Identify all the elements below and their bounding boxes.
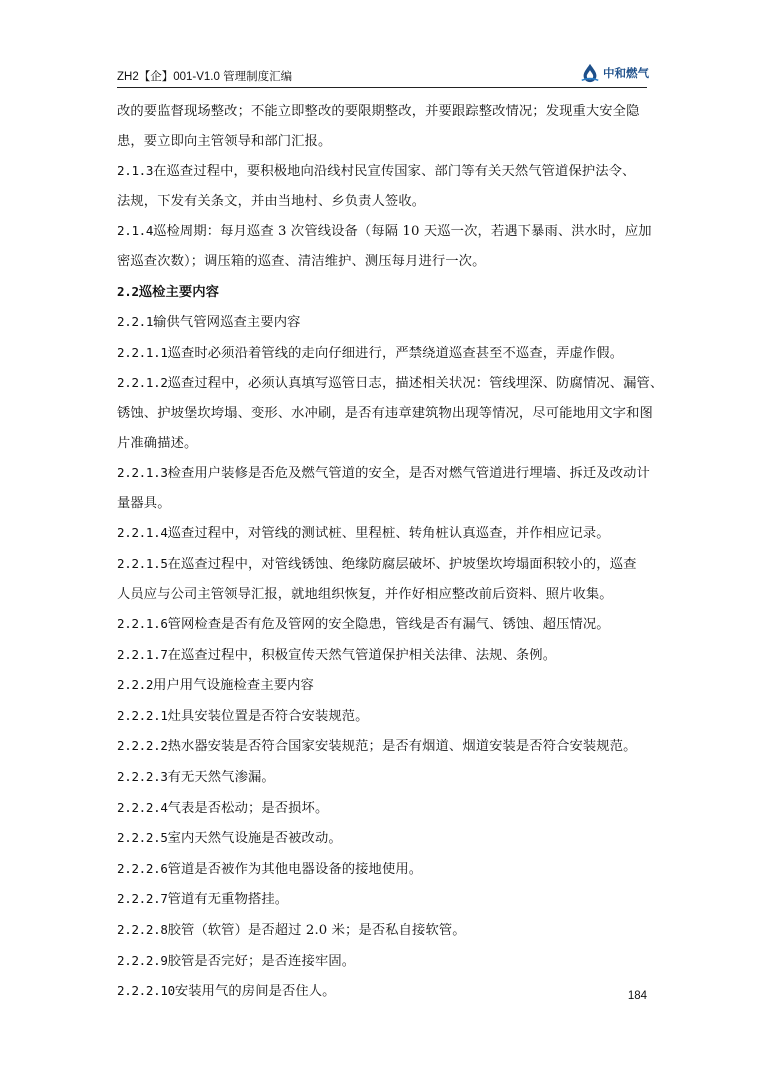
body-line (117, 731, 657, 762)
clause-number: 2.2.1 (117, 314, 154, 330)
clause-text: 管网检查是否有危及管网的安全隐患，管线是否有漏气、锈蚀、超压情况。 (167, 617, 610, 633)
page-number: 184 (627, 990, 647, 1002)
clause-text: 胶管是否完好；是否连接牢固。 (167, 953, 356, 969)
clause-text: 患，要立即向主管领导和部门汇报。 (117, 133, 332, 149)
clause-text: 灶具安装位置是否符合安装规范。 (167, 708, 369, 724)
body-line (117, 793, 657, 824)
body-line (117, 97, 657, 127)
body-line (117, 338, 657, 369)
clause-text: 检查用户装修是否危及燃气管道的安全，是否对燃气管道进行埋墙、拆迁及改动计 (167, 466, 650, 482)
clause-text: 管道有无重物搭挂。 (167, 892, 289, 908)
clause-number: 2.2.1.2 (117, 375, 168, 391)
body-line (117, 429, 657, 459)
clause-text: 在巡查过程中，对管线锈蚀、绝缘防腐层破坏、护坡堡坎垮塌面积较小的，巡查 (167, 556, 637, 572)
body-line (117, 609, 657, 640)
clause-number: 2.2.1.7 (117, 646, 168, 662)
body-line (117, 580, 657, 610)
clause-text: 在巡查过程中，积极宣传天然气管道保护相关法律、法规、条例。 (167, 647, 557, 663)
body-line (117, 640, 657, 671)
clause-text: 气表是否松动；是否损坏。 (167, 800, 329, 816)
clause-number: 2.2.2.10 (117, 983, 175, 999)
body-line (117, 518, 657, 549)
clause-text: 用户用气设施检查主要内容 (153, 678, 314, 694)
clause-text: 锈蚀、护坡堡坎垮塌、变形、水冲刷，是否有违章建筑物出现等情况，尽可能地用文字和图 (117, 405, 653, 421)
body-line (117, 247, 657, 277)
body-line (117, 127, 657, 157)
body-line (117, 701, 657, 732)
flame-drop-icon (579, 62, 601, 84)
clause-number: 2.2.2.5 (117, 830, 168, 846)
clause-number: 2.2.1.3 (117, 465, 168, 481)
clause-number: 2.1.3 (117, 163, 154, 179)
clause-number: 2.2.2.8 (117, 922, 168, 938)
clause-number: 2.2.2.1 (117, 707, 168, 723)
clause-number: 2.2.1.5 (117, 555, 168, 571)
clause-number: 2.2.1.1 (117, 344, 168, 360)
clause-text: 改的要监督现场整改；不能立即整改的要限期整改，并要跟踪整改情况；发现重大安全隐 (117, 104, 640, 119)
body-line (117, 216, 657, 247)
body-line (117, 762, 657, 793)
clause-text: 巡检主要内容 (138, 284, 220, 300)
body-line (117, 854, 657, 885)
logo-text: 中和燃气 (603, 66, 649, 80)
clause-number: 2.2.2.4 (117, 799, 168, 815)
clause-text: 安装用气的房间是否住人。 (174, 984, 336, 1000)
header-divider (117, 87, 647, 88)
clause-text: 有无天然气渗漏。 (167, 770, 275, 786)
clause-number: 2.2.1.6 (117, 616, 168, 632)
clause-text: 输供气管网巡查主要内容 (153, 315, 301, 331)
clause-text: 在巡查过程中，要积极地向沿线村民宣传国家、部门等有关天然气管道保护法令、 (153, 164, 636, 180)
clause-number: 2.2 (117, 283, 139, 299)
company-logo (579, 60, 649, 86)
body-line (117, 489, 657, 519)
body-line (117, 458, 657, 489)
body-line (117, 187, 657, 217)
clause-text: 热水器安装是否符合国家安装规范；是否有烟道、烟道安装是否符合安装规范。 (167, 739, 637, 755)
clause-number: 2.2.2.3 (117, 769, 168, 785)
clause-number: 2.2.2 (117, 677, 154, 693)
body-line (117, 368, 664, 399)
document-body (117, 97, 664, 1007)
clause-text: 胶管（软管）是否超过 2.0 米；是否私自接软管。 (167, 923, 466, 939)
body-line (117, 156, 657, 187)
clause-number: 2.1.4 (117, 223, 154, 239)
clause-text: 量器具。 (117, 495, 171, 511)
body-line (117, 976, 657, 1007)
body-line (117, 549, 657, 580)
clause-text: 室内天然气设施是否被改动。 (167, 831, 342, 847)
clause-text: 片准确描述。 (117, 435, 198, 451)
clause-number: 2.2.1.4 (117, 525, 168, 541)
body-line (117, 399, 657, 429)
body-line (117, 670, 657, 701)
clause-number: 2.2.2.9 (117, 952, 168, 968)
page-header (117, 66, 647, 86)
body-line (117, 884, 657, 915)
clause-number: 2.2.2.2 (117, 738, 168, 754)
clause-text: 密巡查次数）；调压箱的巡查、清洁维护、测压每月进行一次。 (117, 253, 486, 269)
clause-text: 巡查时必须沿着管线的走向仔细进行，严禁绕道巡查甚至不巡查，弄虚作假。 (167, 345, 624, 361)
body-line (117, 823, 657, 854)
clause-text: 法规，下发有关条文，并由当地村、乡负责人签收。 (117, 193, 426, 209)
clause-text: 人员应与公司主管领导汇报，就地组织恢复，并作好相应整改前后资料、照片收集。 (117, 586, 613, 602)
document-code-title: ZH2【企】001-V1.0 管理制度汇编 (117, 71, 293, 83)
clause-number: 2.2.2.7 (117, 891, 168, 907)
clause-text: 巡查过程中，对管线的测试桩、里程桩、转角桩认真巡查，并作相应记录。 (167, 526, 610, 542)
clause-text: 巡查过程中，必须认真填写巡管日志，描述相关状况：管线埋深、防腐情况、漏管、 (167, 376, 664, 392)
body-line (117, 915, 657, 946)
clause-number: 2.2.2.6 (117, 860, 168, 876)
section-heading (117, 277, 657, 308)
body-line (117, 946, 657, 977)
clause-text: 管道是否被作为其他电器设备的接地使用。 (167, 861, 423, 877)
body-line (117, 307, 657, 338)
clause-text: 巡检周期：每月巡查 3 次管线设备（每隔 10 天巡一次，若遇下暴雨、洪水时，应加 (153, 224, 652, 240)
